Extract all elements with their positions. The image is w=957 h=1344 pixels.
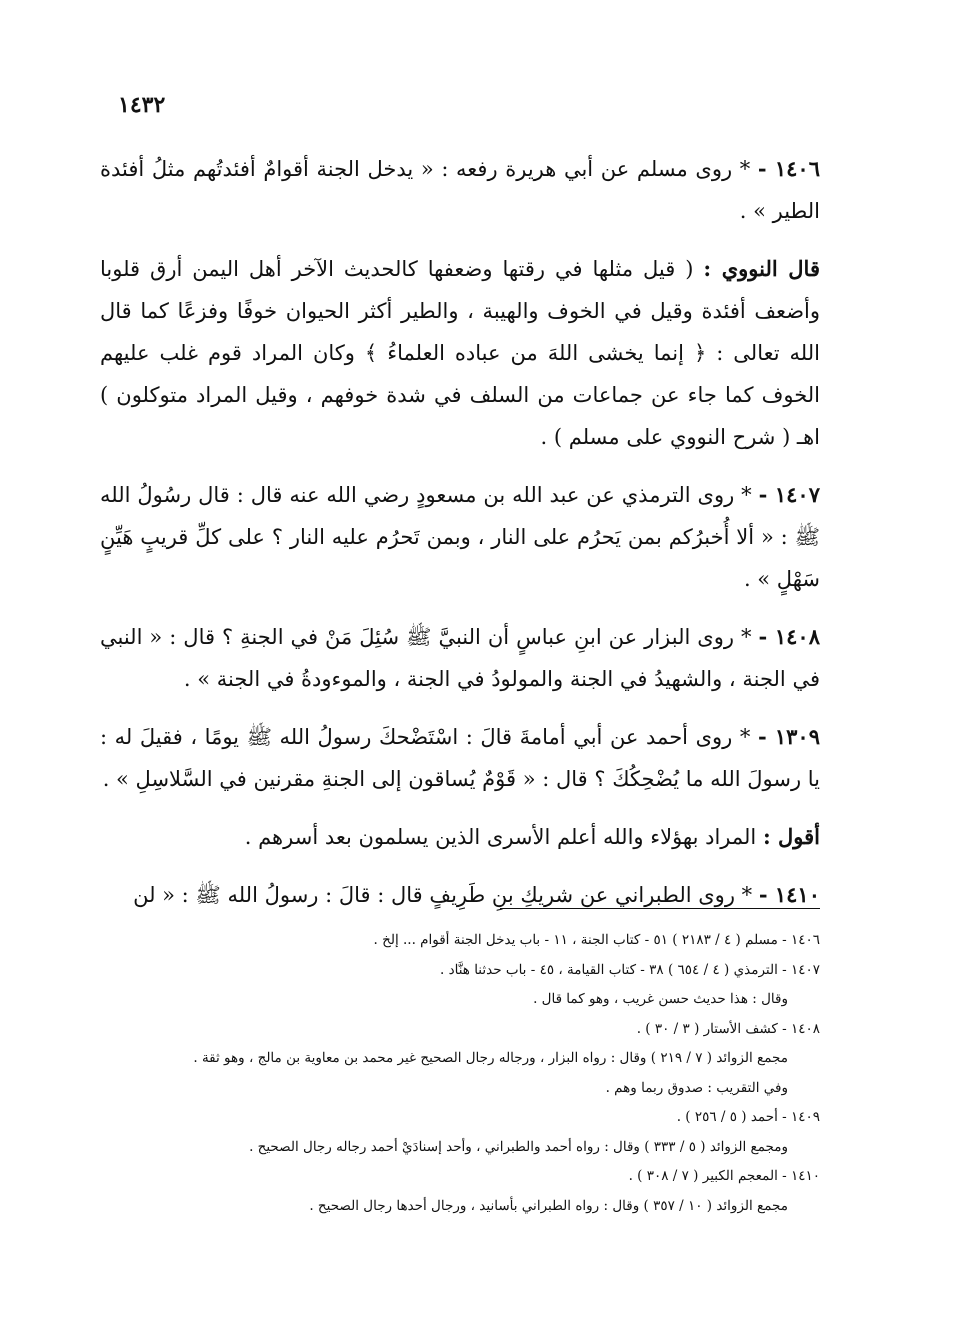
page-number: ١٤٣٢: [118, 92, 166, 118]
footnote: وفي التقريب : صدوق ربما وهم .: [605, 1079, 788, 1096]
footnote: مجمع الزوائد ( ١٠ / ٣٥٧ ) وقال : رواه الطبراني بأسانيد ، ورجال أحدها رجال الصحيح .: [309, 1197, 788, 1214]
footnote: ١٤٠٨ - كشف الأستار ( ٣ / ٣٠ ) .: [636, 1020, 820, 1037]
footnote: ١٤١٠ - المعجم الكبير ( ٧ / ٣٠٨ ) .: [628, 1168, 820, 1184]
footnote: ومجمع الزوائد ( ٥ / ٣٣٣ ) وقال : رواه أحمد والطبراني ، وأحد إسنادَيْ أحمد رجاله رجال الصحيح .: [249, 1138, 788, 1155]
hadith-1407: [100, 474, 820, 600]
footnote: ١٤٠٧ - الترمذي ( ٤ / ٦٥٤ ) ٣٨ - كتاب القيامة ، ٤٥ - باب حدثنا هنَّاد .: [440, 961, 820, 978]
footnote-divider: [500, 908, 820, 909]
hadith-1406: [100, 148, 820, 232]
comment-text: المراد بهؤلاء والله أعلم الأسرى الذين يسلمون بعد أسرهم .: [244, 825, 757, 849]
footnote: وقال : هذا حديث حسن غريب ، وهو كما قال .: [533, 991, 788, 1007]
author-comment: [100, 816, 820, 858]
hadith-text: * روى مسلم عن أبي هريرة رفعه : « يدخل الجنة أقوامٌ أفئدتُهم مثلُ أفئدة الطير » .: [100, 157, 820, 223]
hadith-number: ١٣٠٩ -: [757, 724, 820, 749]
hadith-1408: [100, 616, 820, 700]
hadith-1309: [100, 716, 820, 800]
commentary-text: ( قيل مثلها في رقتها وضعفها كالحديث الآخر أهل اليمن أرق قلوبا وأضعف أفئدة وقيل في الخوف والهيبة ، والطير أكثر الحيوان خوفًا وفزعًا كما قال الله تعالى : ﴿ إنما يخشى اللهَ من عباده العلماءُ ﴾ وكان المراد قوم غلب عليهم الخوف كما جاء عن جماعات من السلف في شدة خوفهم ، وقيل المراد متوكلون ) اهـ ( شرح النووي على مسلم ) .: [100, 257, 820, 449]
comment-lead: أقول :: [762, 824, 820, 849]
hadith-text: * روى الطبراني عن شريكِ بنِ طَرِيفٍ قال : قالَ : رسولُ الله ﷺ : « لن: [133, 883, 753, 907]
hadith-number: ١٤٠٨ -: [758, 624, 820, 649]
hadith-text: * روى البزار عن ابنِ عباسٍ أن النبيَّ ﷺ سُئِلَ مَنْ في الجنةِ ؟ قال : « النبي في الجنة ، والشهيدُ في الجنة والمولودُ في الجنة ، والموءودةُ في الجنة » .: [100, 625, 820, 691]
footnotes: [100, 926, 820, 1221]
footnote: ١٤٠٦ - مسلم ( ٤ / ٢١٨٣ ) ٥١ - كتاب الجنة ، ١١ - باب يدخل الجنة أقوام ... إلخ .: [373, 932, 820, 948]
hadith-text: * روى أحمد عن أبي أمامةَ قالَ : اسْتَضْحكَ رسولُ الله ﷺ يومًا ، فقيلَ له : يا رسولَ الله ما يُضْحِكُكَ ؟ قال : « قَوْمٌ يُساقون إلى الجنةِ مقرنين في السَّلاسِلِ » .: [100, 725, 820, 791]
hadith-number: ١٤٠٧ -: [758, 482, 820, 507]
main-text: [100, 148, 820, 932]
commentary-lead: قال النووي :: [703, 256, 820, 281]
hadith-number: ١٤١٠ -: [758, 882, 820, 907]
hadith-1410: [100, 874, 820, 916]
footnote: مجمع الزوائد ( ٧ / ٢١٩ ) وقال : رواه البزار ، ورجاله رجال الصحيح غير محمد بن معاوية بن مالج ، وهو ثقة .: [193, 1050, 788, 1066]
hadith-text: * روى الترمذي عن عبد الله بن مسعودٍ رضي الله عنه قال : قال رسُولُ الله ﷺ : « ألا أُخبرُكم بمن يَحرُم على النار ، وبمن تَحرُم عليه النار ؟ على كلِّ قريبٍ هَيِّنٍ سَهْلٍ » .: [100, 483, 820, 591]
nawawi-commentary: [100, 248, 820, 458]
hadith-number: ١٤٠٦ -: [757, 156, 820, 181]
footnote: ١٤٠٩ - أحمد ( ٥ / ٢٥٦ ) .: [676, 1109, 820, 1125]
